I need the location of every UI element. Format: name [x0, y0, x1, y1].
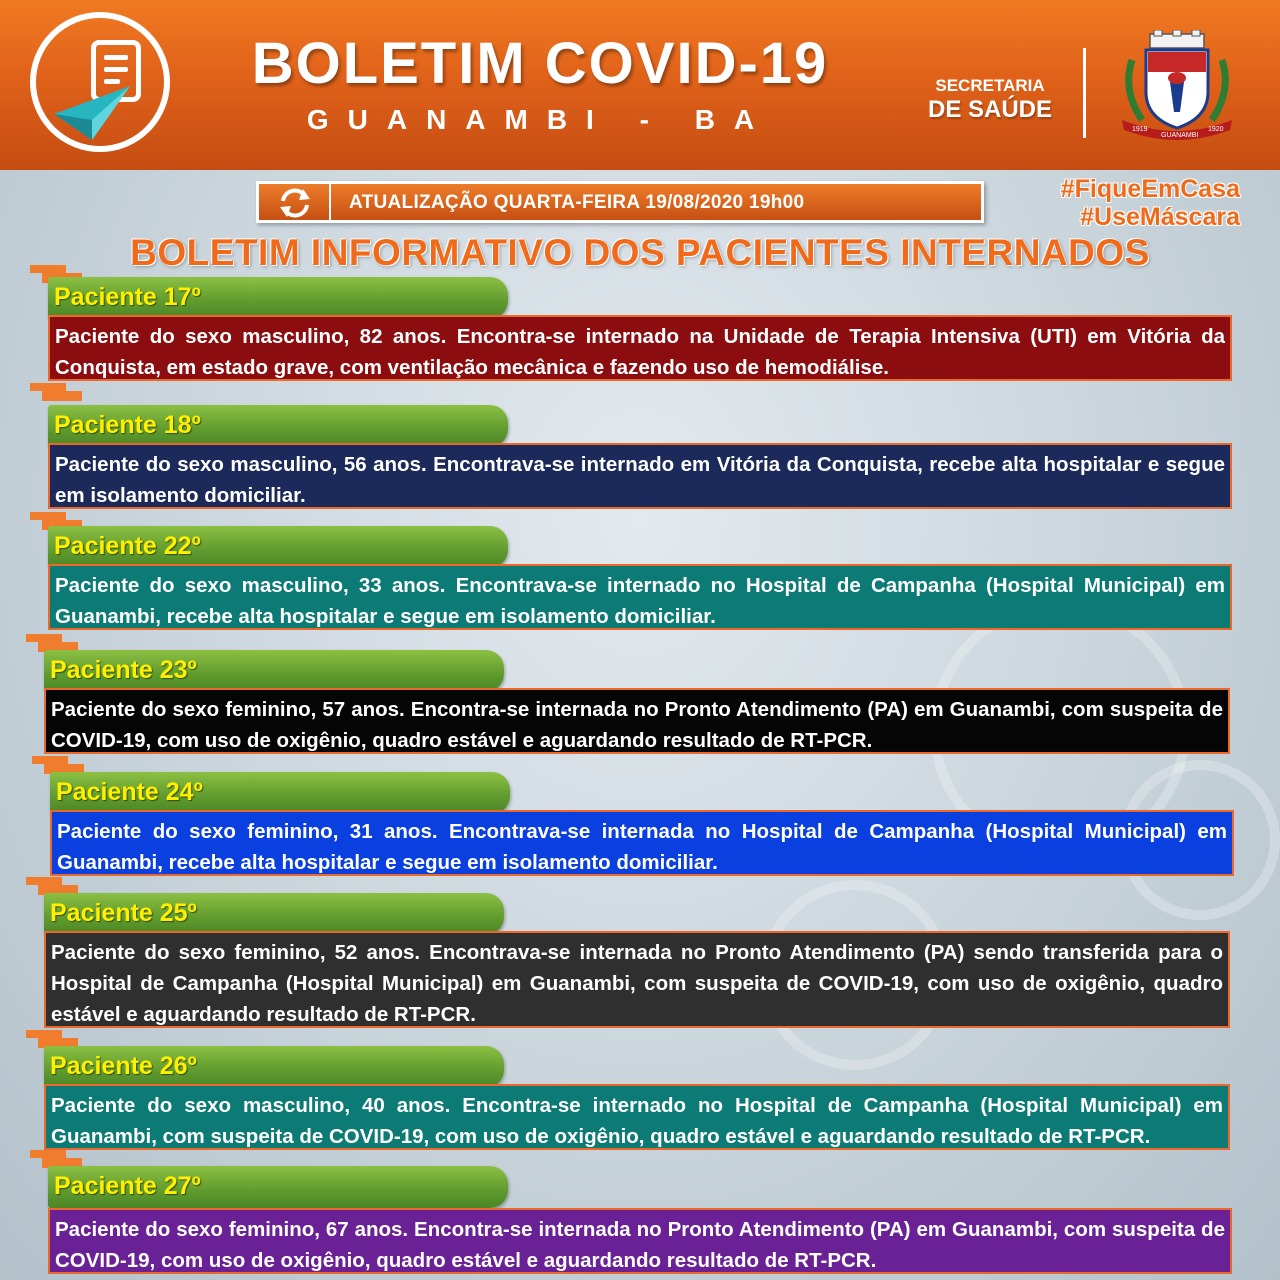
patient-label: Paciente 27º [54, 1172, 201, 1200]
patient-label-tab [50, 772, 510, 814]
patient-label-tab [44, 650, 504, 692]
patient-description: Paciente do sexo masculino, 33 anos. Encontrava-se internado no Hospital de Campanha (Hospital Municipal) em Guanambi, recebe alta hospitalar e segue em isolamento domiciliar. [48, 564, 1232, 630]
section-heading: BOLETIM INFORMATIVO DOS PACIENTES INTERNADOS [130, 232, 1150, 273]
card-accent [42, 391, 82, 401]
patient-description: Paciente do sexo masculino, 40 anos. Encontra-se internado no Hospital de Campanha (Hospital Municipal) em Guanambi, com suspeita de COVID-19, com uso de oxigênio, quadro estável e aguardando resultado de RT-PCR. [44, 1084, 1230, 1150]
card-accent [30, 512, 66, 520]
patient-label-tab [48, 1166, 508, 1208]
crest-year-right: 1920 [1208, 126, 1224, 133]
refresh-icon [277, 187, 313, 219]
crest-city-name: GUANAMBI [1161, 132, 1199, 139]
paper-plane-icon [52, 84, 132, 144]
patient-description: Paciente do sexo masculino, 56 anos. Encontrava-se internado em Vitória da Conquista, recebe alta hospitalar e segue em isolamento domiciliar. [48, 443, 1232, 509]
patient-description: Paciente do sexo feminino, 52 anos. Encontrava-se internada no Pronto Atendimento (PA) sendo transferida para o Hospital de Campanha (Hospital Municipal) em Guanambi, com suspeita de COVID-19, com uso de oxigênio, quadro estável e aguardando resultado de RT-PCR. [44, 931, 1230, 1028]
hashtag-use-mascara: #UseMáscara [1080, 203, 1240, 231]
patient-description: Paciente do sexo feminino, 67 anos. Encontra-se internada no Pronto Atendimento (PA) em Guanambi, com suspeita de COVID-19, com uso de oxigênio, quadro estável e aguardando resultado de RT-PCR. [48, 1208, 1232, 1274]
card-accent [30, 383, 66, 391]
secretaria-label: SECRETARIA [935, 76, 1045, 95]
card-accent [26, 634, 62, 642]
update-banner [256, 181, 984, 223]
hashtag-fique-em-casa: #FiqueEmCasa [1060, 175, 1240, 203]
guanambi-crest-icon [1112, 30, 1242, 140]
patient-description: Paciente do sexo feminino, 57 anos. Encontra-se internada no Pronto Atendimento (PA) em Guanambi, com suspeita de COVID-19, com uso de oxigênio, quadro estável e aguardando resultado de RT-PCR. [44, 688, 1230, 754]
city-subtitle: GUANAMBI - BA [306, 104, 774, 135]
patient-label: Paciente 25º [50, 899, 197, 927]
patient-label-tab [48, 277, 508, 319]
patient-label: Paciente 18º [54, 411, 201, 439]
patient-label: Paciente 23º [50, 656, 197, 684]
patient-label-tab [48, 405, 508, 447]
card-accent [26, 877, 62, 885]
header-banner [0, 0, 1280, 170]
crest-year-left: 1919 [1132, 126, 1148, 133]
bulletin-logo [30, 12, 170, 152]
saude-label: DE SAÚDE [927, 96, 1053, 123]
page-title: BOLETIM COVID-19 [251, 31, 829, 96]
card-accent [30, 265, 66, 273]
card-accent [32, 756, 68, 764]
card-accent [30, 1150, 66, 1158]
update-date-text: ATUALIZAÇÃO QUARTA-FEIRA 19/08/2020 19h00 [349, 192, 805, 213]
patient-label-tab [48, 526, 508, 568]
patient-label-tab [44, 893, 504, 935]
patient-description: Paciente do sexo masculino, 82 anos. Encontra-se internado na Unidade de Terapia Intensiva (UTI) em Vitória da Conquista, em estado grave, com ventilação mecânica e fazendo uso de hemodiálise. [48, 315, 1232, 381]
header-divider [1083, 48, 1086, 138]
patient-label: Paciente 17º [54, 283, 201, 311]
patient-description: Paciente do sexo feminino, 31 anos. Encontrava-se internada no Hospital de Campanha (Hospital Municipal) em Guanambi, recebe alta hospitalar e segue em isolamento domiciliar. [50, 810, 1234, 876]
patient-label-tab [44, 1046, 504, 1088]
card-accent [26, 1030, 62, 1038]
update-separator [329, 184, 331, 220]
patient-label: Paciente 24º [56, 778, 203, 806]
patient-label: Paciente 26º [50, 1052, 197, 1080]
patient-label: Paciente 22º [54, 532, 201, 560]
